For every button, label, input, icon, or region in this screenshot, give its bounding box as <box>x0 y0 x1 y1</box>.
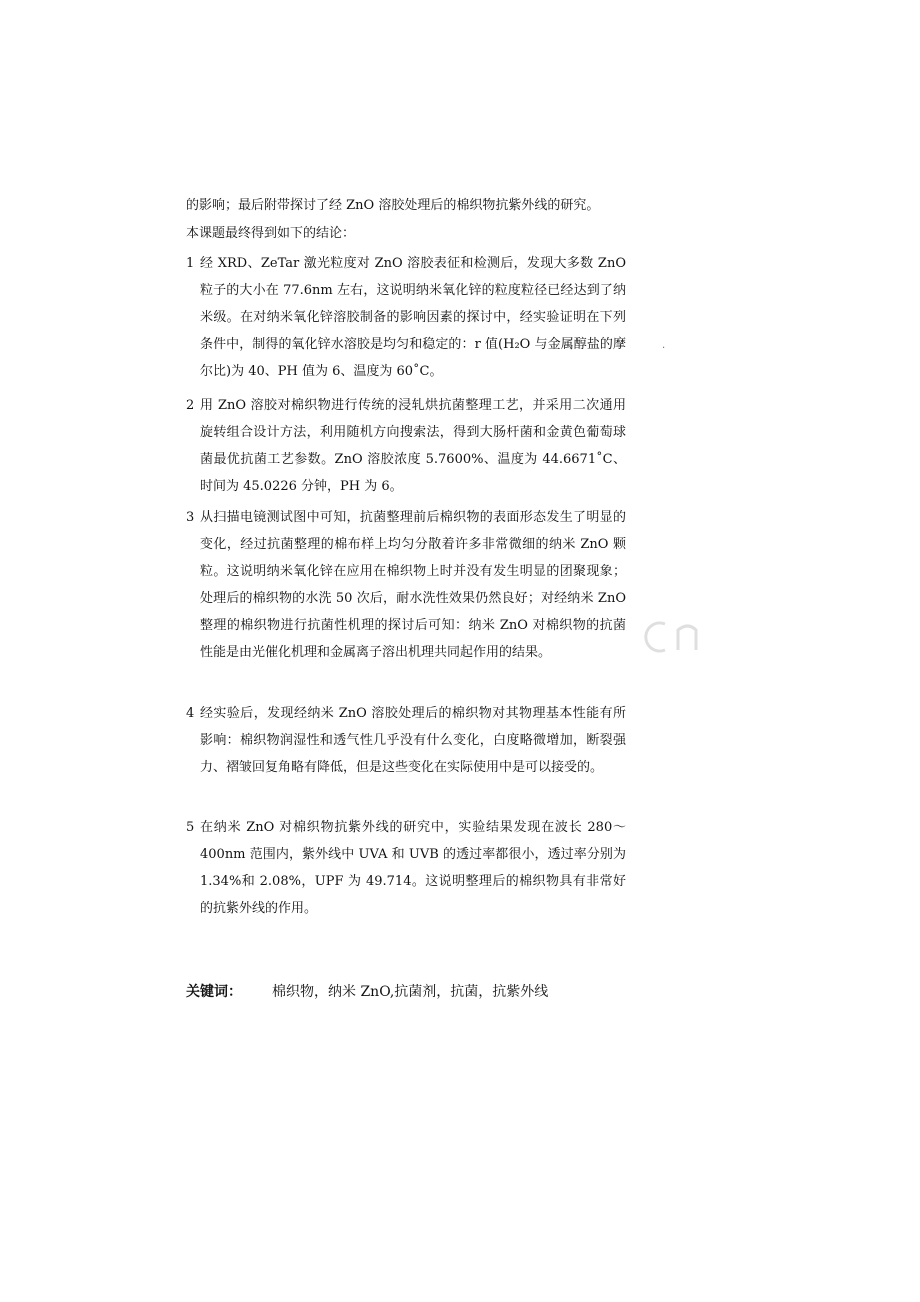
item-number: 5 <box>186 820 195 835</box>
item-number: 4 <box>186 706 195 721</box>
stray-mark: . <box>662 340 666 351</box>
item-text: 经实验后，发现经纳米 ZnO 溶胶处理后的棉织物对其物理基本性能有所影响：棉织物润湿性和透气性几乎没有什么变化，白度略微增加，断裂强力、褶皱回复角略有降低，但是这些变化在实际使用中是可以接受的。 <box>200 706 626 775</box>
conclusion-item-5 <box>186 814 626 922</box>
conclusion-item-3 <box>186 504 626 666</box>
keywords-text: 棉织物，纳米 ZnO,抗菌剂，抗菌，抗紫外线 <box>272 984 549 1000</box>
item-text: 在纳米 ZnO 对棉织物抗紫外线的研究中，实验结果发现在波长 280～400nm 范围内，紫外线中 UVA 和 UVB 的透过率都很小，透过率分别为 1.34%和 2.08%，UPF 为 49.714。这说明整理后的棉织物具有非常好的抗紫外线的作用。 <box>200 820 626 916</box>
intro-line-2: 本课题最终得到如下的结论： <box>186 226 356 241</box>
item-text: 用 ZnO 溶胶对棉织物进行传统的浸轧烘抗菌整理工艺，并采用二次通用旋转组合设计方法，利用随机方向搜索法，得到大肠杆菌和金黄色葡萄球菌最优抗菌工艺参数。ZnO 溶胶浓度 5.7600%、温度为 44.6671˚C、时间为 45.0226 分钟，PH 为 6。 <box>200 398 626 494</box>
conclusion-item-2 <box>186 392 626 500</box>
item-number: 3 <box>186 510 195 525</box>
intro-line-1: 的影响；最后附带探讨了经 ZnO 溶胶处理后的棉织物抗紫外线的研究。 <box>186 198 600 213</box>
item-number: 1 <box>186 256 195 271</box>
conclusion-item-1 <box>186 250 626 385</box>
keywords-line <box>186 978 548 1006</box>
keywords-label: 关键词： <box>186 984 242 1000</box>
item-text: 经 XRD、ZeTar 激光粒度对 ZnO 溶胶表征和检测后，发现大多数 ZnO 粒子的大小在 77.6nm 左右，这说明纳米氧化锌的粒度粒径已经达到了纳米级。在对纳米氧化锌溶胶制备的影响因素的探讨中，经实验证明在下列条件中，制得的氧化锌水溶胶是均匀和稳定的：r 值(H₂O 与金属醇盐的摩尔比)为 40、PH 值为 6、温度为 60˚C。 <box>200 256 626 379</box>
conclusion-item-4 <box>186 700 626 781</box>
item-number: 2 <box>186 398 195 413</box>
item-text: 从扫描电镜测试图中可知，抗菌整理前后棉织物的表面形态发生了明显的变化，经过抗菌整理的棉布样上均匀分散着许多非常微细的纳米 ZnO 颗粒。这说明纳米氧化锌在应用在棉织物上时并没有发生明显的团聚现象；处理后的棉织物的水洗 50 次后，耐水洗性效果仍然良好；对经纳米 ZnO 整理的棉织物进行抗菌性机理的探讨后可知：纳米 ZnO 对棉织物的抗菌性能是由光催化机理和金属离子溶出机理共同起作用的结果。 <box>200 510 626 660</box>
